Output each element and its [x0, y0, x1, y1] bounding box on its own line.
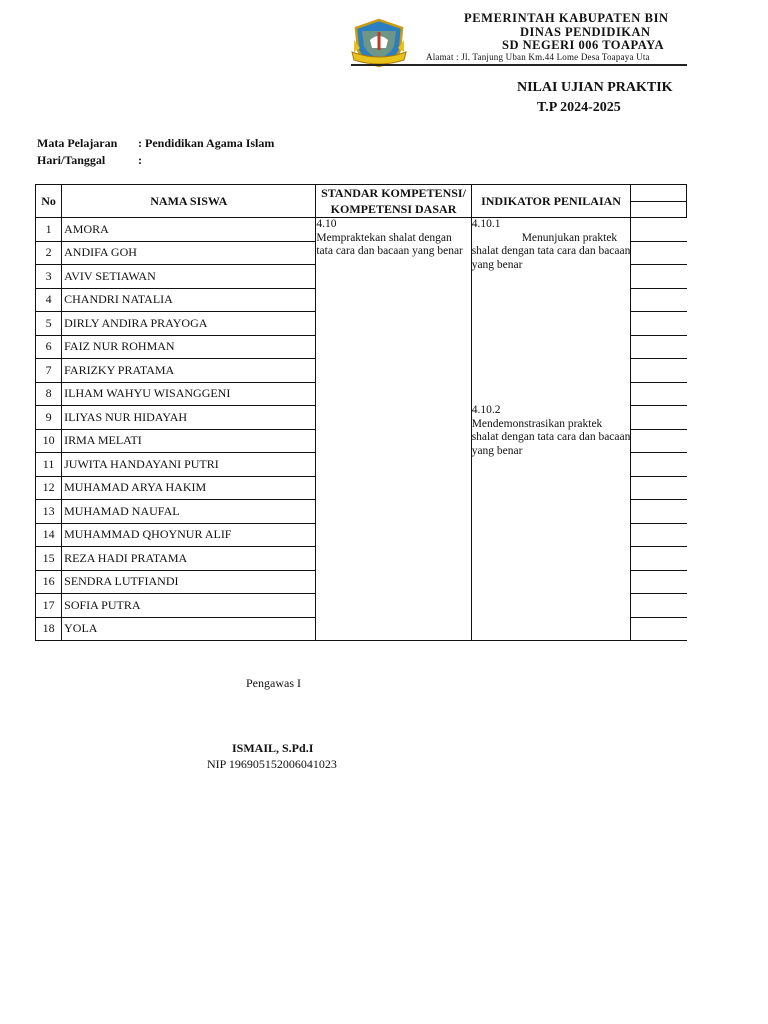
- score-cell[interactable]: [631, 429, 687, 453]
- score-cell[interactable]: [631, 335, 687, 359]
- competency-text: Mempraktekan shalat dengan tata cara dan bacaan yang benar: [316, 231, 463, 257]
- grade-table: [35, 184, 687, 641]
- student-name: MUHAMAD ARYA HAKIM: [62, 476, 316, 500]
- score-cell[interactable]: [631, 570, 687, 594]
- row-number: 9: [36, 406, 62, 430]
- student-name: FARIZKY PRATAMA: [62, 359, 316, 383]
- row-number: 15: [36, 547, 62, 571]
- subject-row: [37, 136, 274, 151]
- header-no: No: [36, 185, 62, 218]
- subject-label: Mata Pelajaran: [37, 136, 118, 150]
- student-name: FAIZ NUR ROHMAN: [62, 335, 316, 359]
- score-cell[interactable]: [631, 241, 687, 265]
- regency-emblem-icon: [350, 18, 408, 68]
- header-competency: STANDAR KOMPETENSI/ KOMPETENSI DASAR: [316, 185, 471, 218]
- header-score-top: [631, 185, 687, 202]
- score-cell[interactable]: [631, 617, 687, 641]
- score-cell[interactable]: [631, 594, 687, 618]
- signature-nip: NIP 196905152006041023: [207, 757, 337, 771]
- header-name: NAMA SISWA: [62, 185, 316, 218]
- header-indicator: INDIKATOR PENILAIAN: [471, 185, 631, 218]
- row-number: 11: [36, 453, 62, 477]
- row-number: 1: [36, 218, 62, 242]
- indicator-2-text: Mendemonstrasikan praktek shalat dengan tata cara dan bacaan yang benar: [471, 417, 631, 457]
- row-number: 10: [36, 429, 62, 453]
- score-cell[interactable]: [631, 406, 687, 430]
- agency-name: DINAS PENDIDIKAN: [520, 25, 651, 39]
- competency-code: 4.10: [316, 218, 337, 230]
- date-label: Hari/Tanggal: [37, 153, 106, 167]
- table-row: [36, 218, 687, 242]
- score-cell[interactable]: [631, 312, 687, 336]
- student-name: CHANDRI NATALIA: [62, 288, 316, 312]
- row-number: 17: [36, 594, 62, 618]
- indicator-1-text-first: Menunjukan praktek: [521, 231, 618, 244]
- competency-cell: [316, 218, 471, 641]
- score-cell[interactable]: [631, 453, 687, 477]
- score-cell[interactable]: [631, 288, 687, 312]
- row-number: 8: [36, 382, 62, 406]
- score-cell[interactable]: [631, 476, 687, 500]
- student-name: MUHAMMAD QHOYNUR ALIF: [62, 523, 316, 547]
- student-name: YOLA: [62, 617, 316, 641]
- student-name: DIRLY ANDIRA PRAYOGA: [62, 312, 316, 336]
- indicator-2-code: 4.10.2: [471, 404, 501, 416]
- government-name: PEMERINTAH KABUPATEN BIN: [464, 11, 669, 25]
- student-name: ANDIFA GOH: [62, 241, 316, 265]
- row-number: 2: [36, 241, 62, 265]
- score-cell[interactable]: [631, 265, 687, 289]
- student-name: IRMA MELATI: [62, 429, 316, 453]
- indicator-cell: [471, 218, 631, 641]
- row-number: 14: [36, 523, 62, 547]
- signature-name: ISMAIL, S.Pd.I: [232, 741, 314, 755]
- score-cell[interactable]: [631, 359, 687, 383]
- score-cell[interactable]: [631, 382, 687, 406]
- header-score-bottom: [631, 201, 687, 218]
- student-name: MUHAMAD NAUFAL: [62, 500, 316, 524]
- score-cell[interactable]: [631, 523, 687, 547]
- page-title: NILAI UJIAN PRAKTIK: [517, 80, 673, 95]
- row-number: 13: [36, 500, 62, 524]
- letterhead-divider: [351, 64, 687, 66]
- date-row: [37, 153, 142, 168]
- academic-year: T.P 2024-2025: [537, 100, 621, 115]
- row-number: 18: [36, 617, 62, 641]
- row-number: 3: [36, 265, 62, 289]
- student-name: ILIYAS NUR HIDAYAH: [62, 406, 316, 430]
- student-name: AVIV SETIAWAN: [62, 265, 316, 289]
- row-number: 6: [36, 335, 62, 359]
- school-name: SD NEGERI 006 TOAPAYA: [502, 38, 665, 52]
- student-name: SENDRA LUTFIANDI: [62, 570, 316, 594]
- student-name: JUWITA HANDAYANI PUTRI: [62, 453, 316, 477]
- row-number: 5: [36, 312, 62, 336]
- signature-role: Pengawas I: [246, 676, 301, 690]
- score-cell[interactable]: [631, 500, 687, 524]
- student-name: ILHAM WAHYU WISANGGENI: [62, 382, 316, 406]
- letterhead: [344, 8, 687, 68]
- student-name: REZA HADI PRATAMA: [62, 547, 316, 571]
- subject-value: : Pendidikan Agama Islam: [138, 136, 275, 150]
- score-cell[interactable]: [631, 218, 687, 242]
- indicator-1-text-rest: shalat dengan tata cara dan bacaan yang benar: [471, 245, 631, 271]
- row-number: 16: [36, 570, 62, 594]
- row-number: 12: [36, 476, 62, 500]
- indicator-1-code: 4.10.1: [471, 218, 501, 230]
- date-value: :: [138, 153, 142, 167]
- school-address: Alamat : Jl. Tanjung Uban Km.44 Lome Desa Toapaya Uta: [426, 52, 650, 62]
- student-name: SOFIA PUTRA: [62, 594, 316, 618]
- row-number: 4: [36, 288, 62, 312]
- student-name: AMORA: [62, 218, 316, 242]
- score-cell[interactable]: [631, 547, 687, 571]
- row-number: 7: [36, 359, 62, 383]
